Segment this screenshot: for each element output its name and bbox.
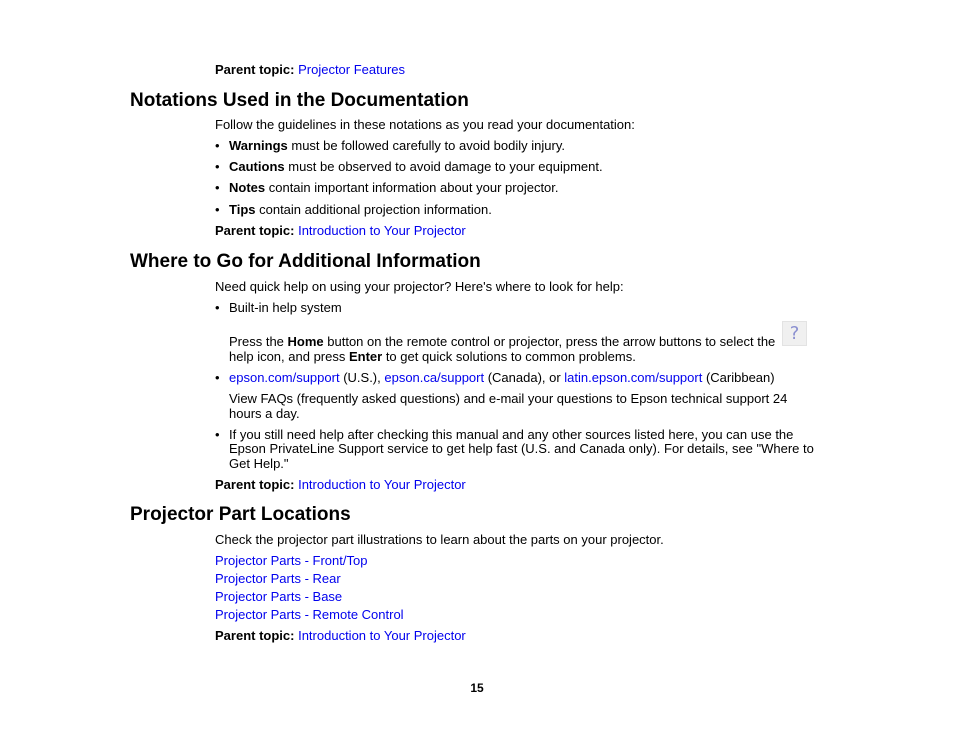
parent-topic-top [215,62,405,77]
where-intro: Need quick help on using your projector? Here's where to look for help: [215,279,624,294]
parent-topic-notations [215,223,466,238]
link-parts-remote-control[interactable]: Projector Parts - Remote Control [215,607,404,622]
faq-line2: hours a day. [229,406,300,421]
link-parts-front-top[interactable]: Projector Parts - Front/Top [215,553,368,568]
parts-intro: Check the projector part illustrations to learn about the parts on your projector. [215,532,664,547]
bullet: • [215,370,220,385]
link-parts-rear[interactable]: Projector Parts - Rear [215,571,341,586]
link-latin-epson-support[interactable]: latin.epson.com/support [564,370,703,385]
parent-topic-label: Parent topic: [215,628,295,643]
page-number: 15 [470,681,484,695]
text-span: help icon, and press [229,349,349,364]
text-span: (U.S.), [339,370,385,385]
notation-desc: contain additional projection information. [255,202,492,217]
link-parts-base[interactable]: Projector Parts - Base [215,589,343,604]
text-span: (Canada), or [484,370,565,385]
list-item-cautions [229,159,603,174]
help-instructions-line1 [229,334,775,349]
notation-desc: must be followed carefully to avoid bodily injury. [287,138,565,153]
list-item-warnings [229,138,565,153]
link-introduction[interactable]: Introduction to Your Projector [298,223,466,238]
text-span: (Caribbean) [702,370,775,385]
bullet: • [215,300,220,315]
heading-part-locations: Projector Part Locations [130,504,351,525]
text-span: to get quick solutions to common problems. [382,349,636,364]
parent-topic-label: Parent topic: [215,477,295,492]
link-introduction[interactable]: Introduction to Your Projector [298,628,466,643]
text-span: Press the [229,334,288,349]
notation-desc: must be observed to avoid damage to your equipment. [284,159,603,174]
bullet: • [215,427,220,442]
faq-line1: View FAQs (frequently asked questions) and e-mail your questions to Epson technical support 24 [229,391,788,406]
link-projector-features[interactable]: Projector Features [298,62,406,77]
notation-term: Tips [229,202,256,217]
enter-key-label: Enter [348,349,383,364]
list-item-notes [229,180,559,195]
text-span: button on the remote control or projector, press the arrow buttons to select the [323,334,776,349]
notation-term: Notes [229,180,266,195]
link-epson-ca-support[interactable]: epson.ca/support [384,370,485,385]
parent-topic-where [215,477,466,492]
heading-notations: Notations Used in the Documentation [130,90,469,111]
list-item-tips [229,202,492,217]
help-instructions-line2 [229,349,636,364]
parent-topic-label: Parent topic: [215,223,295,238]
notation-term: Warnings [229,138,288,153]
question-mark-icon: ? [789,323,800,344]
link-epson-com-support[interactable]: epson.com/support [229,370,340,385]
still-help-line1: If you still need help after checking this manual and any other sources listed here, you can use the [229,427,794,442]
notation-desc: contain important information about your projector. [265,180,559,195]
still-help-line3: Get Help." [229,456,289,471]
notations-intro: Follow the guidelines in these notations as you read your documentation: [215,117,635,132]
bullet: • [215,202,220,217]
list-item-support-links [229,370,775,385]
bullet: • [215,180,220,195]
heading-where-to-go: Where to Go for Additional Information [130,251,481,272]
list-item-help-system: Built-in help system [229,300,342,315]
link-introduction[interactable]: Introduction to Your Projector [298,477,466,492]
notation-term: Cautions [229,159,285,174]
parent-topic-parts [215,628,466,643]
parent-topic-label: Parent topic: [215,62,295,77]
home-key-label: Home [287,334,324,349]
bullet: • [215,159,220,174]
still-help-line2: Epson PrivateLine Support service to get help fast (U.S. and Canada only). For details, see "Where to [229,441,814,456]
help-icon [782,321,807,346]
bullet: • [215,138,220,153]
